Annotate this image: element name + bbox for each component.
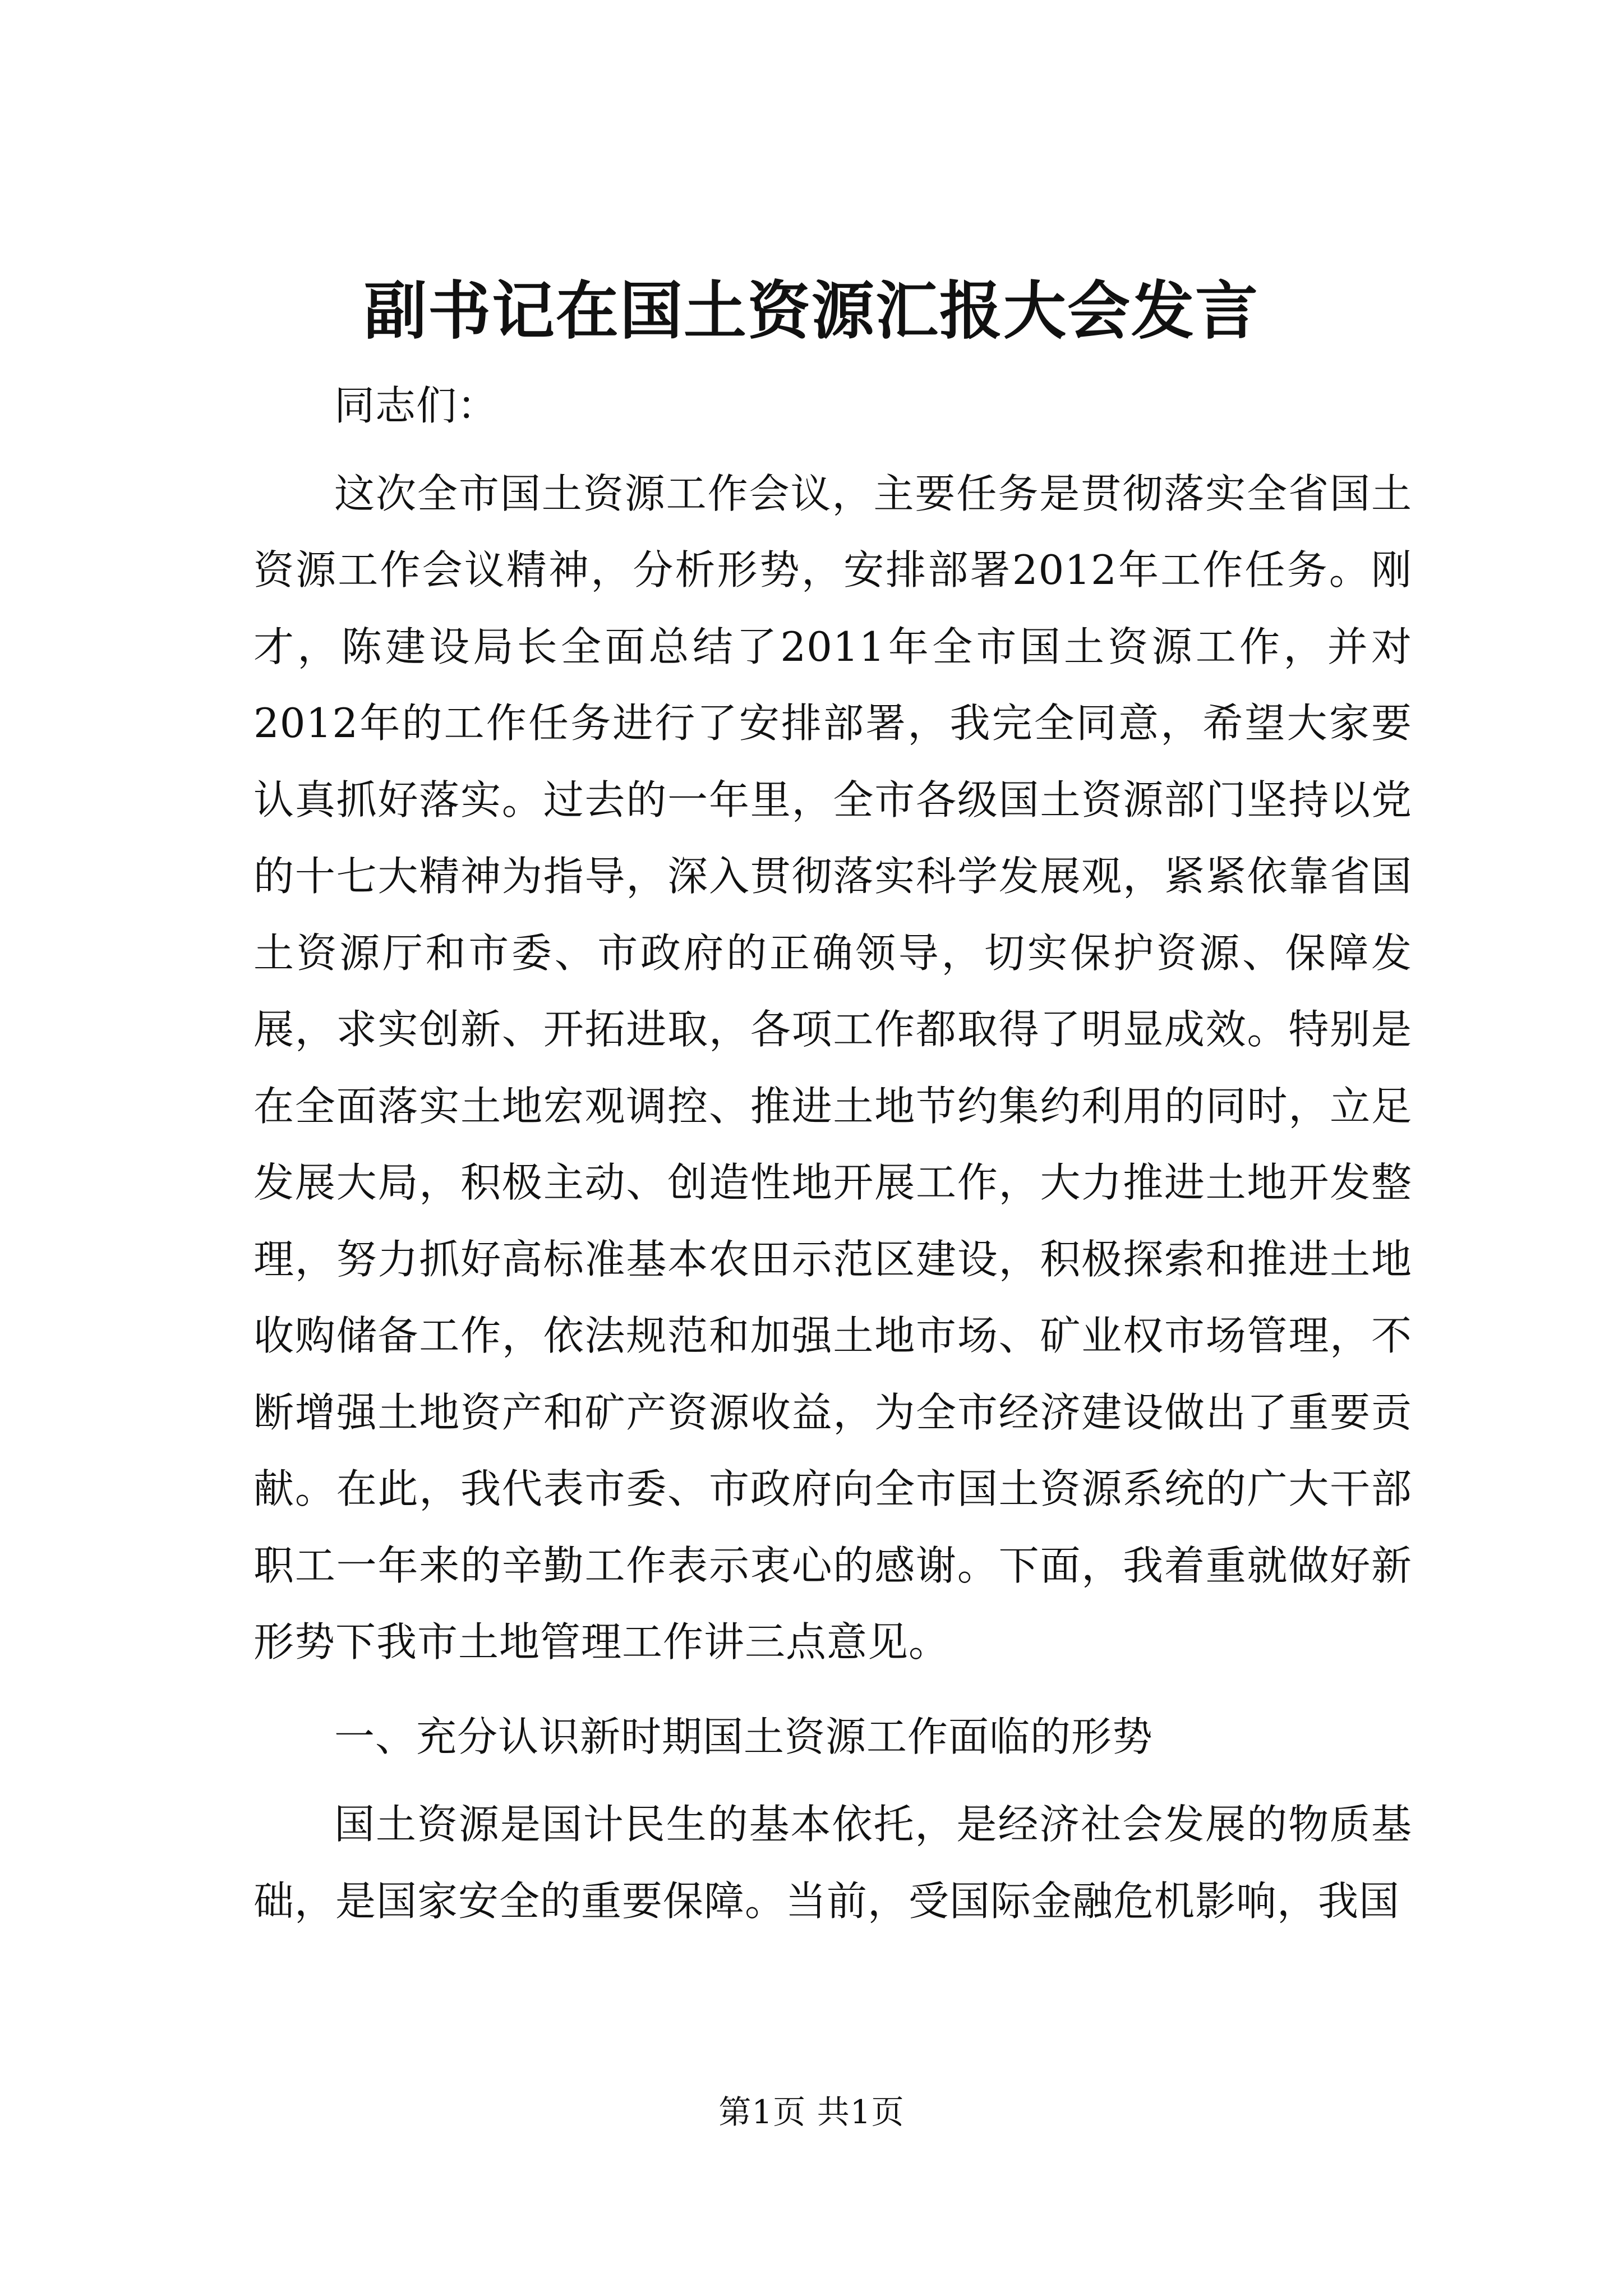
page-footer: 第1页 共1页 [718, 2093, 905, 2131]
section-heading-1: 一、充分认识新时期国土资源工作面临的形势 [334, 1713, 1154, 1760]
paragraph-section-1: 国土资源是国计民生的基本依托，是经济社会发展的物质基础，是国家安全的重要保障。当前，受国际金融危机影响，我国 [253, 1801, 1412, 1925]
paragraph-intro: 这次全市国土资源工作会议，主要任务是贯彻落实全省国土资源工作会议精神，分析形势，安排部署2012年工作任务。刚才，陈建设局长全面总结了2011年全市国土资源工作，并对2012年的工作任务进行了安排部署，我完全同意，希望大家要认真抓好落实。过去的一年里，全市各级国土资源部门坚持以党的十七大精神为指导，深入贯彻落实科学发展观，紧紧依靠省国土资源厅和市委、市政府的正确领导，切实保护资源、保障发展，求实创新、开拓进取，各项工作都取得了明显成效。特别是在全面落实土地宏观调控、推进土地节约集约利用的同时，立足发展大局，积极主动、创造性地开展工作，大力推进土地开发整理，努力抓好高标准基本农田示范区建设，积极探索和推进土地收购储备工作，依法规范和加强土地市场、矿业权市场管理，不断增强土地资产和矿产资源收益，为全市经济建设做出了重要贡献。在此，我代表市委、市政府向全市国土资源系统的广大干部职工一年来的辛勤工作表示衷心的感谢。下面，我着重就做好新形势下我市土地管理工作讲三点意见。 [253, 470, 1412, 1665]
document-title: 副书记在国土资源汇报大会发言 [364, 274, 1259, 348]
document-body [253, 367, 1412, 1939]
salutation: 同志们： [334, 382, 499, 429]
